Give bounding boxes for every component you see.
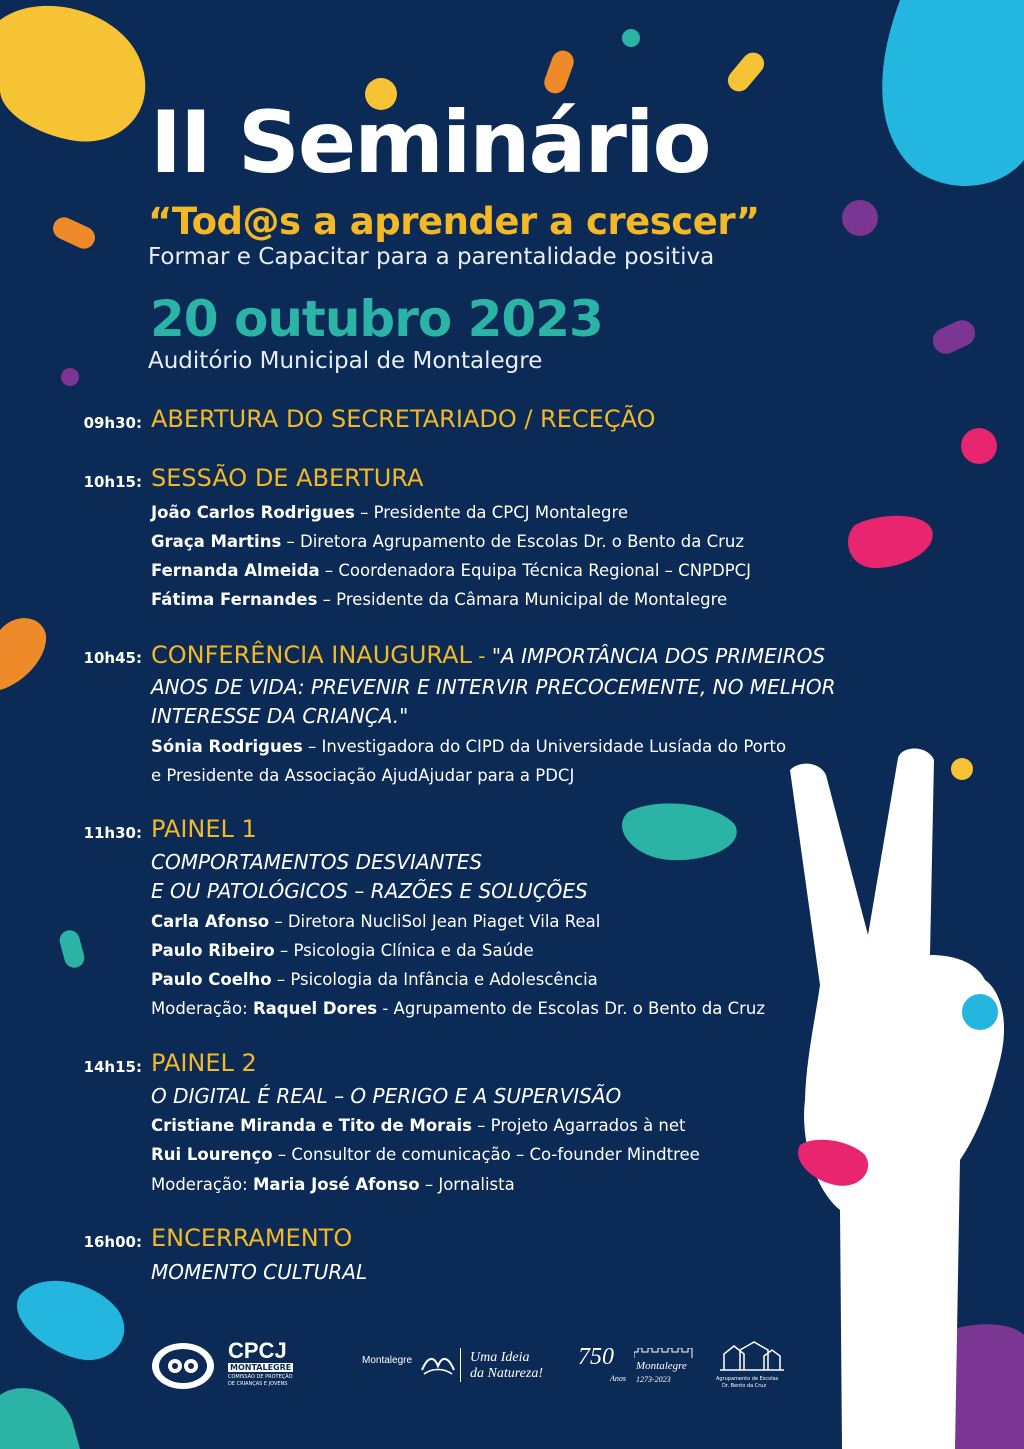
speaker-line	[151, 970, 598, 989]
speaker-name: Fátima Fernandes	[151, 590, 318, 609]
school-name: Agrupamento de Escolas	[716, 1376, 779, 1382]
session-title: PAINEL 2	[151, 1049, 257, 1077]
speaker-role: – Psicologia da Infância e Adolescência	[271, 970, 598, 989]
session-title: ENCERRAMENTO	[151, 1224, 353, 1252]
session-title-line	[151, 641, 825, 669]
speaker-name: Rui Lourenço	[151, 1145, 273, 1164]
anniversary-years: 1273-2023	[636, 1375, 671, 1384]
speaker-role: – Diretora NucliSol Jean Piaget Vila Real	[269, 912, 601, 931]
event-tagline: Formar e Capacitar para a parentalidade positiva	[148, 244, 715, 270]
moderator-name: Raquel Dores	[252, 999, 378, 1018]
school-logo	[716, 1340, 796, 1390]
cpcj-location: MONTALEGRE	[230, 1363, 292, 1372]
event-subtitle: “Tod@s a aprender a crescer”	[148, 200, 760, 243]
speaker-line	[151, 1145, 700, 1164]
speaker-name: Sónia Rodrigues	[151, 737, 303, 756]
speaker-role: – Psicologia Clínica e da Saúde	[274, 941, 534, 960]
speaker-line	[151, 590, 727, 609]
speaker-line	[151, 532, 744, 551]
panel-topic: O DIGITAL É REAL – O PERIGO E A SUPERVISÃO	[151, 1084, 622, 1108]
moderator-line	[151, 999, 765, 1018]
speaker-name: Cristiane Miranda e Tito de Morais	[151, 1116, 472, 1135]
montalegre-name: Montalegre	[362, 1355, 413, 1366]
speaker-role: – Coordenadora Equipa Técnica Regional – CNPDPCJ	[319, 561, 752, 580]
title-separator: -	[471, 644, 492, 668]
speaker-name: Carla Afonso	[151, 912, 270, 931]
session-time: 11h30:	[83, 824, 142, 842]
speaker-line	[151, 561, 751, 580]
speaker-name: Paulo Ribeiro	[151, 941, 275, 960]
anniversary-logo	[578, 1344, 698, 1388]
speaker-line	[151, 737, 786, 756]
moderator-role: – Jornalista	[419, 1175, 515, 1194]
speaker-role: – Diretora Agrupamento de Escolas Dr. o Bento da Cruz	[281, 532, 745, 551]
moderator-label: Moderação:	[151, 1175, 253, 1194]
session-subtitle: MOMENTO CULTURAL	[151, 1260, 368, 1284]
session-time: 10h45:	[83, 649, 142, 667]
event-title: II Seminário	[150, 93, 710, 193]
speaker-line	[151, 941, 534, 960]
speaker-role: – Projeto Agarrados à net	[471, 1116, 686, 1135]
speaker-role: – Presidente da CPCJ Montalegre	[354, 503, 629, 522]
conference-quote: ANOS DE VIDA: PREVENIR E INTERVIR PRECOCEMENTE, NO MELHOR	[151, 675, 836, 699]
session-title: ABERTURA DO SECRETARIADO / RECEÇÃO	[151, 405, 656, 433]
conference-quote: "A IMPORTÂNCIA DOS PRIMEIROS	[491, 644, 826, 668]
speaker-role: – Presidente da Câmara Municipal de Montalegre	[317, 590, 728, 609]
speaker-role: – Investigadora do CIPD da Universidade Lusíada do Porto	[302, 737, 787, 756]
cyan-dot-on-hand	[962, 994, 998, 1030]
speaker-line	[151, 912, 600, 931]
session-time: 09h30:	[83, 414, 142, 432]
montalegre-logo	[362, 1346, 562, 1386]
speaker-name: Paulo Coelho	[151, 970, 272, 989]
speaker-name: Graça Martins	[151, 532, 282, 551]
session-title: PAINEL 1	[151, 815, 257, 843]
event-date: 20 outubro 2023	[150, 290, 603, 348]
wave-icon	[420, 1352, 456, 1376]
cpcj-desc: DE CRIANÇAS E JOVENS	[228, 1381, 288, 1387]
cpcj-logo	[150, 1338, 293, 1394]
session-time: 16h00:	[83, 1233, 142, 1251]
moderator-line	[151, 1175, 515, 1194]
speaker-line	[151, 503, 628, 522]
session-time: 10h15:	[83, 473, 142, 491]
speaker-line	[151, 1116, 686, 1135]
conference-quote: INTERESSE DA CRIANÇA."	[151, 704, 409, 728]
cpcj-emblem-icon	[150, 1340, 216, 1392]
moderator-name: Maria José Afonso	[252, 1175, 420, 1194]
session-title: CONFERÊNCIA INAUGURAL	[151, 641, 472, 669]
school-name: Dr. Bento da Cruz	[722, 1383, 767, 1389]
moderator-role: - Agrupamento de Escolas Dr. o Bento da Cruz	[377, 999, 766, 1018]
speaker-role: – Consultor de comunicação – Co-founder Mindtree	[272, 1145, 700, 1164]
panel-topic: E OU PATOLÓGICOS – RAZÕES E SOLUÇÕES	[151, 879, 588, 903]
session-time: 14h15:	[83, 1058, 142, 1076]
panel-topic: COMPORTAMENTOS DESVIANTES	[151, 850, 483, 874]
session-title: SESSÃO DE ABERTURA	[151, 464, 424, 492]
anniversary-town: Montalegre	[636, 1360, 687, 1372]
cpcj-desc: COMISSÃO DE PROTEÇÃO	[228, 1374, 293, 1380]
anniversary-label: Anos	[610, 1374, 626, 1383]
event-venue: Auditório Municipal de Montalegre	[148, 348, 543, 374]
logo-divider	[460, 1348, 461, 1382]
speaker-role: e Presidente da Associação AjudAjudar para a PDCJ	[151, 766, 575, 785]
montalegre-slogan: Uma Ideia	[470, 1350, 530, 1365]
speaker-name: João Carlos Rodrigues	[151, 503, 355, 522]
montalegre-slogan: da Natureza!	[470, 1366, 543, 1381]
speaker-name: Fernanda Almeida	[151, 561, 320, 580]
castle-icon	[634, 1348, 694, 1360]
school-building-icon	[720, 1340, 784, 1372]
moderator-label: Moderação:	[151, 999, 253, 1018]
cpcj-name: CPCJ	[228, 1338, 287, 1363]
anniversary-number: 750	[578, 1344, 614, 1370]
